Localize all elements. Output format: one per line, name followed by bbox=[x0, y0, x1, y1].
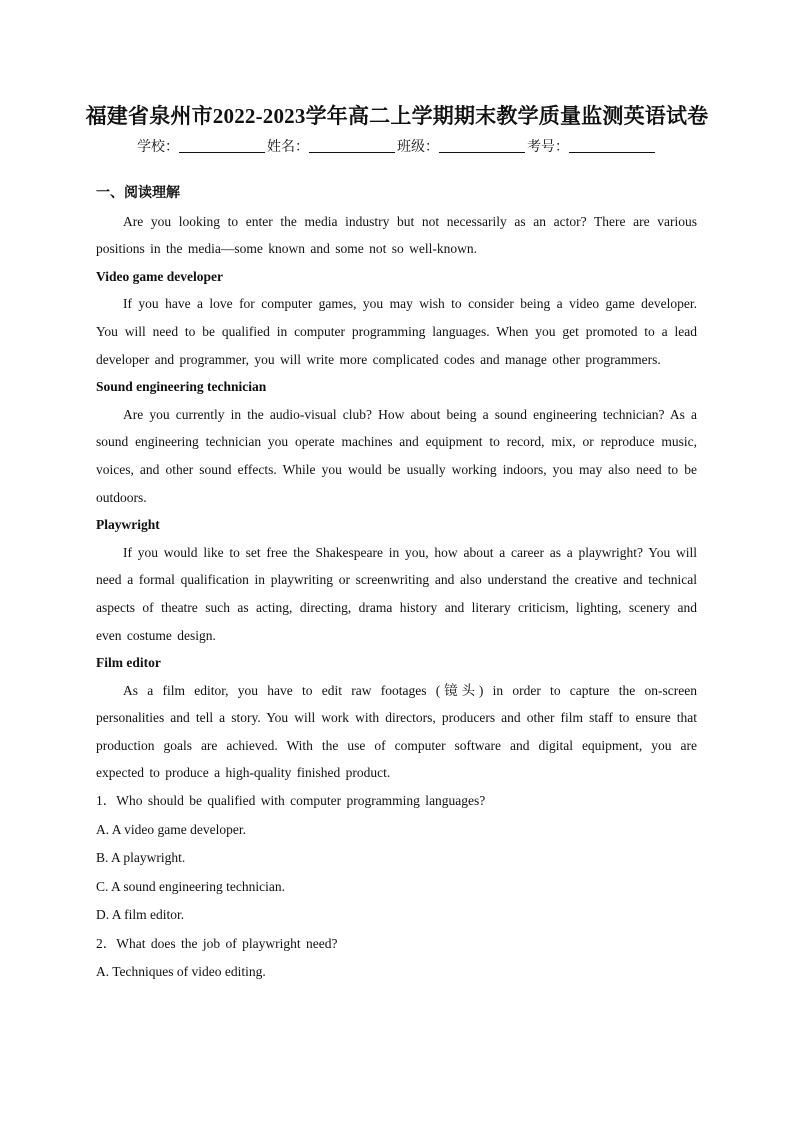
question-1-option-d[interactable]: D. A film editor. bbox=[96, 907, 185, 923]
exam-number-blank[interactable] bbox=[569, 138, 655, 153]
question-2-stem: 2．What does the job of playwright need? bbox=[96, 935, 338, 951]
class-label: 班级： bbox=[397, 139, 439, 155]
question-1-option-c[interactable]: C. A sound engineering technician. bbox=[96, 878, 285, 894]
page-title: 福建省泉州市2022-2023学年高二上学期期末教学质量监测英语试卷 bbox=[85, 104, 709, 128]
section-heading: 一、阅读理解 bbox=[96, 185, 180, 201]
question-1-option-a[interactable]: A. A video game developer. bbox=[96, 821, 246, 837]
name-blank[interactable] bbox=[309, 138, 395, 153]
job-text-sound-engineering-technician: Are you currently in the audio-visual club? How about being a sound engineering technician? As a sound engineering technician you operate machines and equipment to record, mix, or reproduce music, voices, and other sound effects. While you would be usually working indoors, you may also need to be outdoors. bbox=[96, 406, 697, 505]
question-2-option-a[interactable]: A. Techniques of video editing. bbox=[96, 964, 266, 980]
job-text-video-game-developer: If you have a love for computer games, you may wish to consider being a video game developer. You will need to be qualified in computer programming languages. When you get promoted to a lead developer and programmer, you will write more complicated codes and manage other programmers. bbox=[96, 296, 697, 367]
job-title-video-game-developer: Video game developer bbox=[96, 268, 223, 284]
question-1-option-b[interactable]: B. A playwright. bbox=[96, 850, 186, 866]
school-label: 学校： bbox=[137, 139, 179, 155]
name-label: 姓名： bbox=[267, 139, 309, 155]
school-blank[interactable] bbox=[179, 138, 265, 153]
job-text-playwright: If you would like to set free the Shakespeare in you, how about a career as a playwright? You will need a formal qualification in playwriting or screenwriting and also understand the creative and technical aspects of theatre such as acting, directing, drama history and literary criticism, lighting, scenery and even costume design. bbox=[96, 544, 697, 643]
job-text-film-editor: As a film editor, you have to edit raw footages (镜头) in order to capture the on-screen personalities and tell a story. You will work with directors, producers and other film staff to ensure that production goals are achieved. With the use of computer software and digital equipment, you are expected to produce a high-quality finished product. bbox=[96, 682, 697, 781]
exam-number-field bbox=[527, 136, 657, 156]
intro-paragraph: Are you looking to enter the media industry but not necessarily as an actor? There are various positions in the media—some known and some not so well-known. bbox=[96, 213, 697, 257]
reading-section bbox=[96, 180, 697, 987]
name-field bbox=[267, 136, 397, 156]
class-blank[interactable] bbox=[439, 138, 525, 153]
student-info-line bbox=[0, 136, 794, 156]
question-1-stem: 1．Who should be qualified with computer programming languages? bbox=[96, 793, 486, 809]
class-field bbox=[397, 136, 527, 156]
exam-number-label: 考号： bbox=[527, 139, 569, 155]
job-title-sound-engineering-technician: Sound engineering technician bbox=[96, 379, 267, 395]
school-field bbox=[137, 136, 267, 156]
job-title-playwright: Playwright bbox=[96, 517, 160, 533]
job-title-film-editor: Film editor bbox=[96, 655, 161, 671]
